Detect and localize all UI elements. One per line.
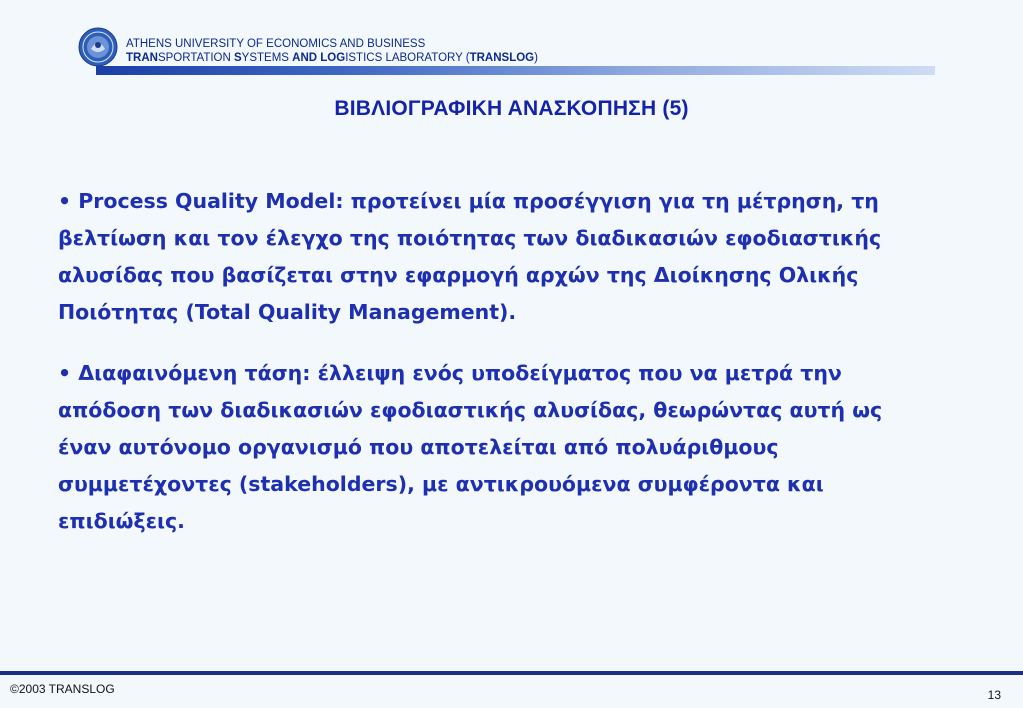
- bullet-line: έναν αυτόνομο οργανισμό που αποτελείται από πολυάριθμους: [58, 435, 779, 459]
- header-gradient-bar: [96, 66, 935, 75]
- bullet-process-quality-model: [58, 183, 993, 331]
- lab-header: [126, 37, 538, 65]
- bullet-line: • Διαφαινόμενη τάση: έλλειψη ενός υποδείγματος που να μετρά την: [58, 361, 842, 385]
- slide-title: ΒΙΒΛΙΟΓΡΑΦΙΚΗ ΑΝΑΣΚΟΠΗΣΗ (5): [334, 97, 689, 120]
- bullet-line: συμμετέχοντες (stakeholders), με αντικρουόμενα συμφέροντα και: [58, 472, 824, 496]
- page-number: 13: [987, 688, 1001, 702]
- bullet-line: αλυσίδας που βασίζεται στην εφαρμογή αρχών της Διοίκησης Ολικής: [58, 263, 859, 287]
- bullet-line: επιδιώξεις.: [58, 509, 185, 533]
- bullet-line: • Process Quality Model: προτείνει μία προσέγγιση για τη μέτρηση, τη: [58, 189, 879, 213]
- bullet-line: βελτίωση και τον έλεγχο της ποιότητας των διαδικασιών εφοδιαστικής: [58, 226, 882, 250]
- bullet-line: απόδοση των διαδικασιών εφοδιαστικής αλυσίδας, θεωρώντας αυτή ως: [58, 398, 883, 422]
- bullet-list: [58, 183, 993, 564]
- university-name: ATHENS UNIVERSITY OF ECONOMICS AND BUSINESS: [126, 38, 426, 50]
- lab-name: TRANSPORTATION SYSTEMS AND LOGISTICS LABORATORY (TRANSLOG): [126, 52, 538, 64]
- bullet-trend: [58, 355, 993, 540]
- university-seal-icon: [78, 27, 118, 67]
- bullet-line: Ποιότητας (Total Quality Management).: [58, 300, 517, 324]
- footer-bar: [0, 671, 1023, 675]
- copyright-text: ©2003 TRANSLOG: [10, 682, 115, 696]
